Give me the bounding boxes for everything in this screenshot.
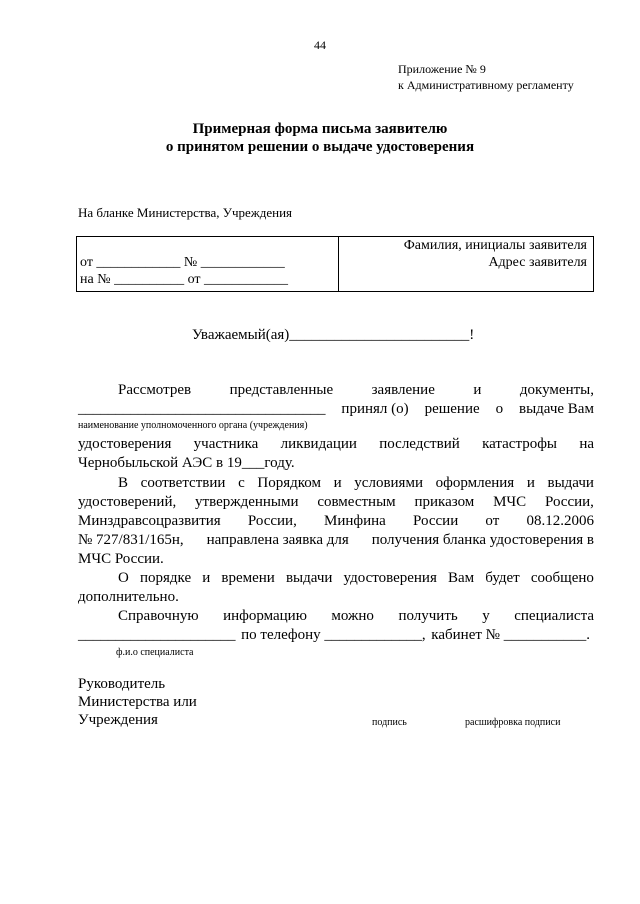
word: документы, [519, 382, 594, 398]
paragraph-1-line-3 [78, 436, 594, 453]
word: и [333, 475, 342, 491]
word: на [579, 436, 594, 452]
word: Вам [447, 570, 475, 586]
word: информацию [223, 608, 307, 624]
phone-blank: по телефону _____________, [241, 627, 426, 643]
paragraph-2-line-1 [118, 475, 594, 492]
salutation: Уважаемый(ая)________________________! [192, 327, 475, 343]
word: России, [247, 513, 297, 529]
header-table-divider [338, 237, 339, 291]
word: удостоверений, [78, 494, 177, 510]
word: О [118, 570, 129, 586]
word: условиями [354, 475, 423, 491]
word: порядке [139, 570, 192, 586]
word: Справочную [118, 608, 199, 624]
word: Порядком [257, 475, 321, 491]
office-blank: кабинет № ___________. [431, 627, 590, 643]
word: принял (о) [341, 401, 409, 417]
word: утвержденными [195, 494, 299, 510]
paragraph-1-line-4: Чернобыльской АЭС в 19___году. [78, 455, 295, 471]
word: сообщено [530, 570, 594, 586]
paragraph-2-line-3 [78, 513, 594, 530]
appendix-line-1: Приложение № 9 [398, 62, 486, 76]
word: представленные [229, 382, 334, 398]
word: 08.12.2006 [526, 513, 594, 529]
word: у [482, 608, 490, 624]
word: выдачи [285, 570, 333, 586]
outgoing-number-line: от ____________ № ____________ [80, 255, 285, 270]
word: соответствии [140, 475, 226, 491]
authority-caption: наименование уполномоченного органа (учреждения) [78, 420, 308, 431]
word: России [413, 513, 459, 529]
word: заявление [371, 382, 435, 398]
word: России, [544, 494, 594, 510]
word: В [118, 475, 129, 491]
paragraph-2-line-4 [78, 532, 594, 549]
word: можно [331, 608, 374, 624]
word: Рассмотрев [118, 382, 192, 398]
signer-position-line-2: Министерства или [78, 694, 197, 710]
applicant-address-label: Адрес заявителя [488, 255, 587, 270]
paragraph-1-line-2 [78, 401, 594, 418]
word: с [238, 475, 245, 491]
signer-position-line-1: Руководитель [78, 676, 166, 692]
document-title-line-1: Примерная форма письма заявителю [192, 121, 448, 137]
paragraph-1-line-1 [118, 382, 594, 399]
signature-decoding-caption: расшифровка подписи [465, 717, 561, 728]
phrase: направлена заявка для [206, 532, 349, 548]
word: участника [193, 436, 259, 452]
word: о [495, 401, 504, 417]
paragraph-2-line-5: МЧС России. [78, 551, 164, 567]
specialist-caption: ф.и.о специалиста [116, 647, 194, 658]
word: от [485, 513, 500, 529]
paragraph-4-line-2 [78, 627, 590, 644]
applicant-name-label: Фамилия, инициалы заявителя [403, 238, 587, 253]
word: удостоверения [78, 436, 172, 452]
word: приказом [414, 494, 475, 510]
letterhead-note: На бланке Министерства, Учреждения [78, 205, 293, 220]
appendix-line-2: к Административному регламенту [398, 78, 574, 92]
page-number: 44 [314, 38, 326, 52]
word: выдачи [547, 475, 594, 491]
word: и [526, 475, 535, 491]
word: удостоверения [343, 570, 437, 586]
word: ликвидации [280, 436, 357, 452]
word: времени [221, 570, 275, 586]
word: специалиста [514, 608, 594, 624]
signature-caption: подпись [372, 717, 407, 728]
word: Минздравсоцразвития [78, 513, 221, 529]
word: и [473, 382, 482, 398]
word: совместным [317, 494, 396, 510]
word: и [202, 570, 211, 586]
order-number: № 727/831/165н, [78, 532, 184, 548]
signer-position-line-3: Учреждения [78, 712, 158, 728]
word: оформления [435, 475, 515, 491]
word: Минфина [324, 513, 386, 529]
paragraph-3-line-1 [118, 570, 594, 587]
word: последствий [379, 436, 460, 452]
header-table [76, 236, 594, 292]
paragraph-4-line-1 [118, 608, 594, 625]
word: решение [424, 401, 480, 417]
paragraph-3-line-2: дополнительно. [78, 589, 179, 605]
word: получить [398, 608, 458, 624]
paragraph-2-line-2 [78, 494, 594, 511]
word: будет [485, 570, 520, 586]
specialist-blank: _____________________ [78, 627, 236, 643]
authority-blank: _________________________________ [78, 401, 326, 417]
phrase: получения бланка удостоверения в [371, 532, 594, 548]
word: МЧС [493, 494, 527, 510]
word: катастрофы [482, 436, 557, 452]
document-title-line-2: о принятом решении о выдаче удостоверения [165, 139, 475, 155]
word: выдаче Вам [518, 401, 594, 417]
incoming-number-line: на № __________ от ____________ [80, 272, 288, 287]
